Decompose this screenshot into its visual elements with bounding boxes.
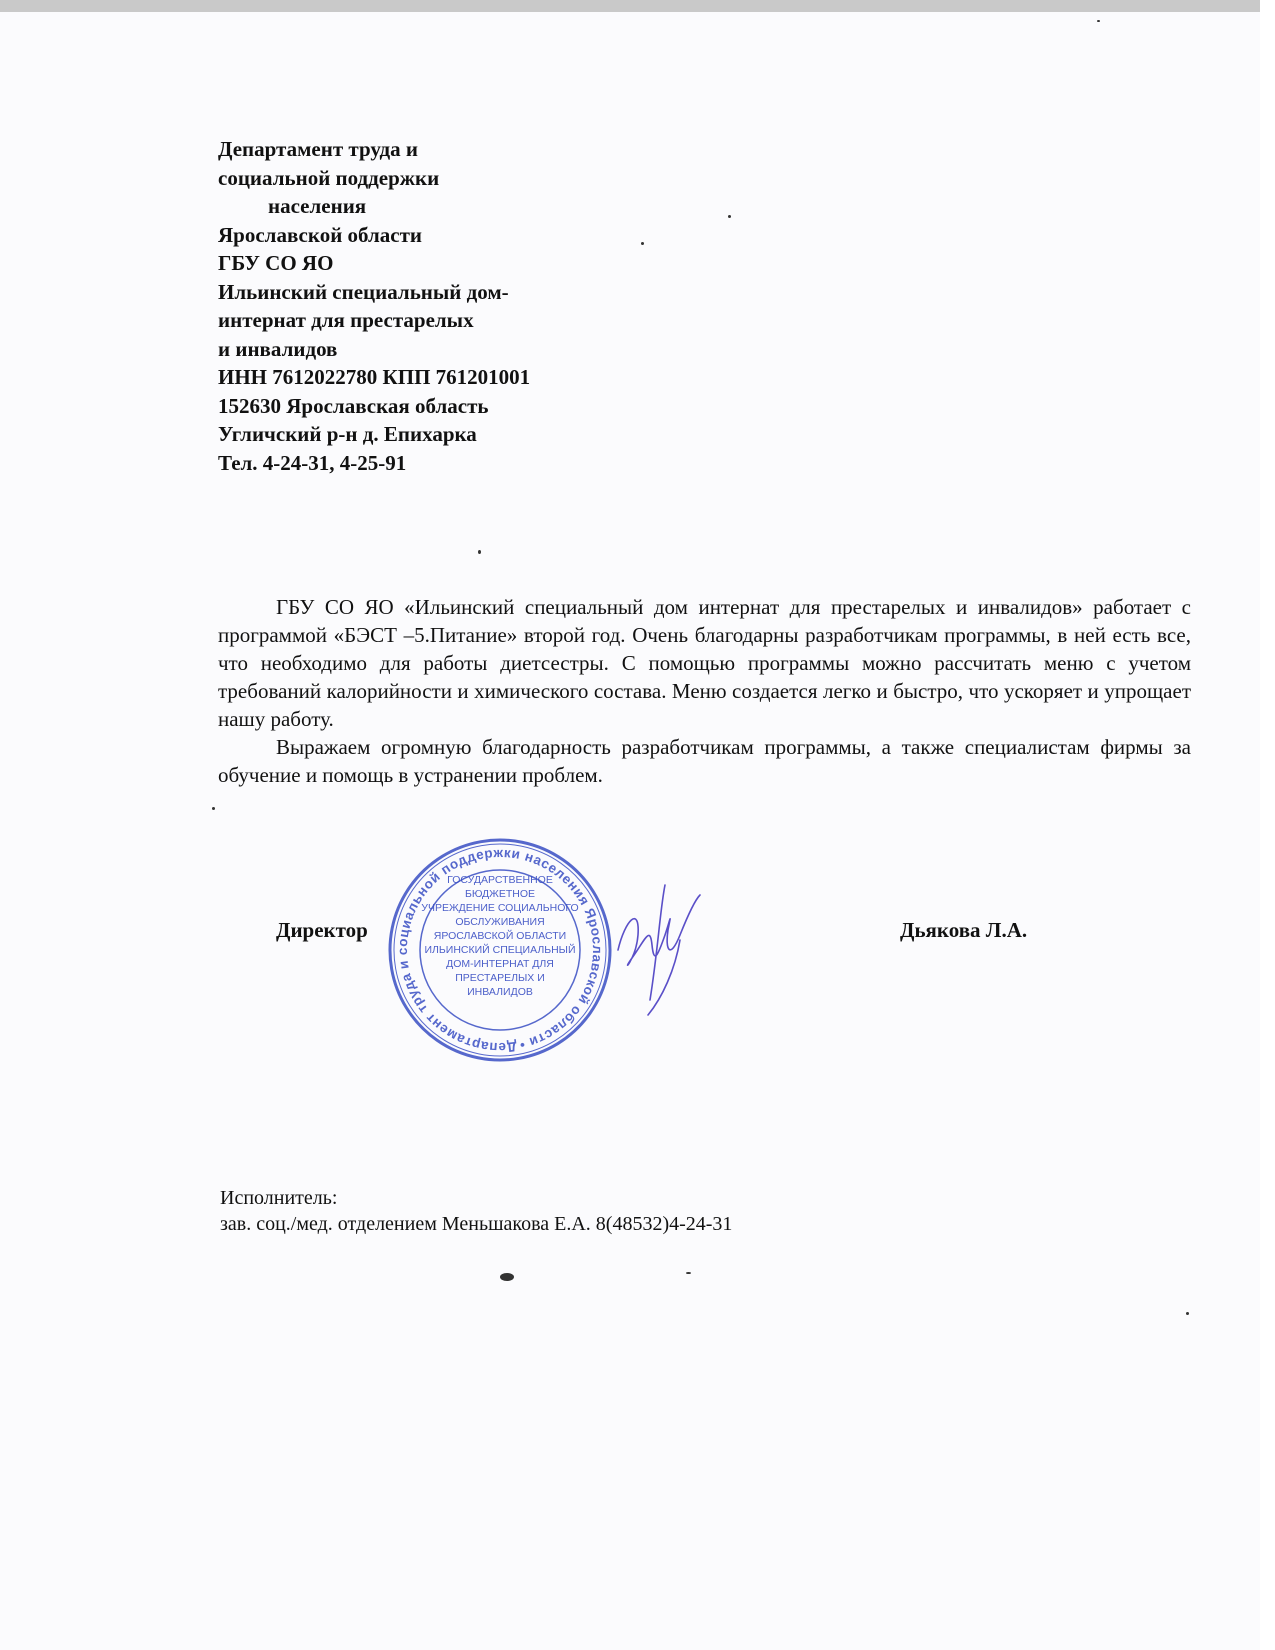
scan-speck xyxy=(500,1273,514,1281)
body-paragraph: Выражаем огромную благодарность разработчикам программы, а также специалистам фирмы за обучение и помощь в устранении проблем. xyxy=(218,735,1191,787)
sender-block xyxy=(218,135,530,477)
executor-label: Исполнитель: xyxy=(220,1187,338,1209)
stamp-center-line: ДОМ-ИНТЕРНАТ ДЛЯ xyxy=(446,958,554,970)
stamp-center-line: ИНВАЛИДОВ xyxy=(467,986,533,998)
document-page xyxy=(0,12,1260,1650)
scan-speck xyxy=(212,807,215,810)
stamp-center-line: ОБСЛУЖИВАНИЯ xyxy=(455,916,545,928)
official-stamp xyxy=(385,835,615,1065)
stamp-center-line: ГОСУДАРСТВЕННОЕ xyxy=(447,874,553,886)
scan-speck xyxy=(686,1272,691,1274)
stamp-center-line: ПРЕСТАРЕЛЫХ И xyxy=(455,972,545,984)
sender-line: и инвалидов xyxy=(218,336,338,361)
sender-line: Ярославской области xyxy=(218,222,423,247)
body-paragraph: ГБУ СО ЯО «Ильинский специальный дом интернат для престарелых и инвалидов» работает с программой «БЭСТ –5.Питание» второй год. Очень благодарны разработчикам программы, в ней есть все, что необходимо для работы диетсестры. С помощью программы можно рассчитать меню с учетом требований калорийности и химического состава. Меню создается легко и быстро, что ускоряет и упрощает нашу работу. xyxy=(218,595,1191,731)
sender-phone: Тел. 4-24-31, 4-25-91 xyxy=(218,450,407,475)
sender-address: Угличский р-н д. Епихарка xyxy=(218,422,477,446)
scan-speck xyxy=(1097,20,1100,22)
sender-tax-ids: ИНН 7612022780 КПП 761201001 xyxy=(218,365,531,389)
signatory-name: Дьякова Л.А. xyxy=(900,918,1028,942)
executor-details: зав. соц./мед. отделением Меньшакова Е.А. 8(48532)4-24-31 xyxy=(220,1213,733,1235)
page-edge xyxy=(1260,0,1275,1650)
stamp-center-line: ЯРОСЛАВСКОЙ ОБЛАСТИ xyxy=(433,930,567,942)
stamp-center-line: ИЛЬИНСКИЙ СПЕЦИАЛЬНЫЙ xyxy=(424,944,576,956)
scan-speck xyxy=(728,215,731,218)
sender-line: социальной поддержки xyxy=(218,165,440,190)
executor-block xyxy=(220,1185,732,1237)
sender-line: населения xyxy=(268,194,367,218)
sender-line: интернат для престарелых xyxy=(218,308,474,332)
sender-line: Департамент труда и xyxy=(218,137,419,161)
signatory-title: Директор xyxy=(276,918,368,942)
scan-speck xyxy=(1186,1312,1189,1315)
sender-line: ГБУ СО ЯО xyxy=(218,251,334,275)
sender-line: Ильинский специальный дом- xyxy=(218,279,509,304)
scan-speck xyxy=(478,550,481,554)
handwritten-signature xyxy=(610,880,720,1020)
stamp-ring-text: Департамент труда и социальной поддержки населения Ярославской области • xyxy=(394,844,606,1056)
sender-address: 152630 Ярославская область xyxy=(218,393,489,418)
stamp-center-line: БЮДЖЕТНОЕ xyxy=(464,888,536,900)
scan-speck xyxy=(641,242,644,245)
stamp-center-line: УЧРЕЖДЕНИЕ СОЦИАЛЬНОГО xyxy=(421,902,579,914)
letter-body xyxy=(218,593,1191,789)
